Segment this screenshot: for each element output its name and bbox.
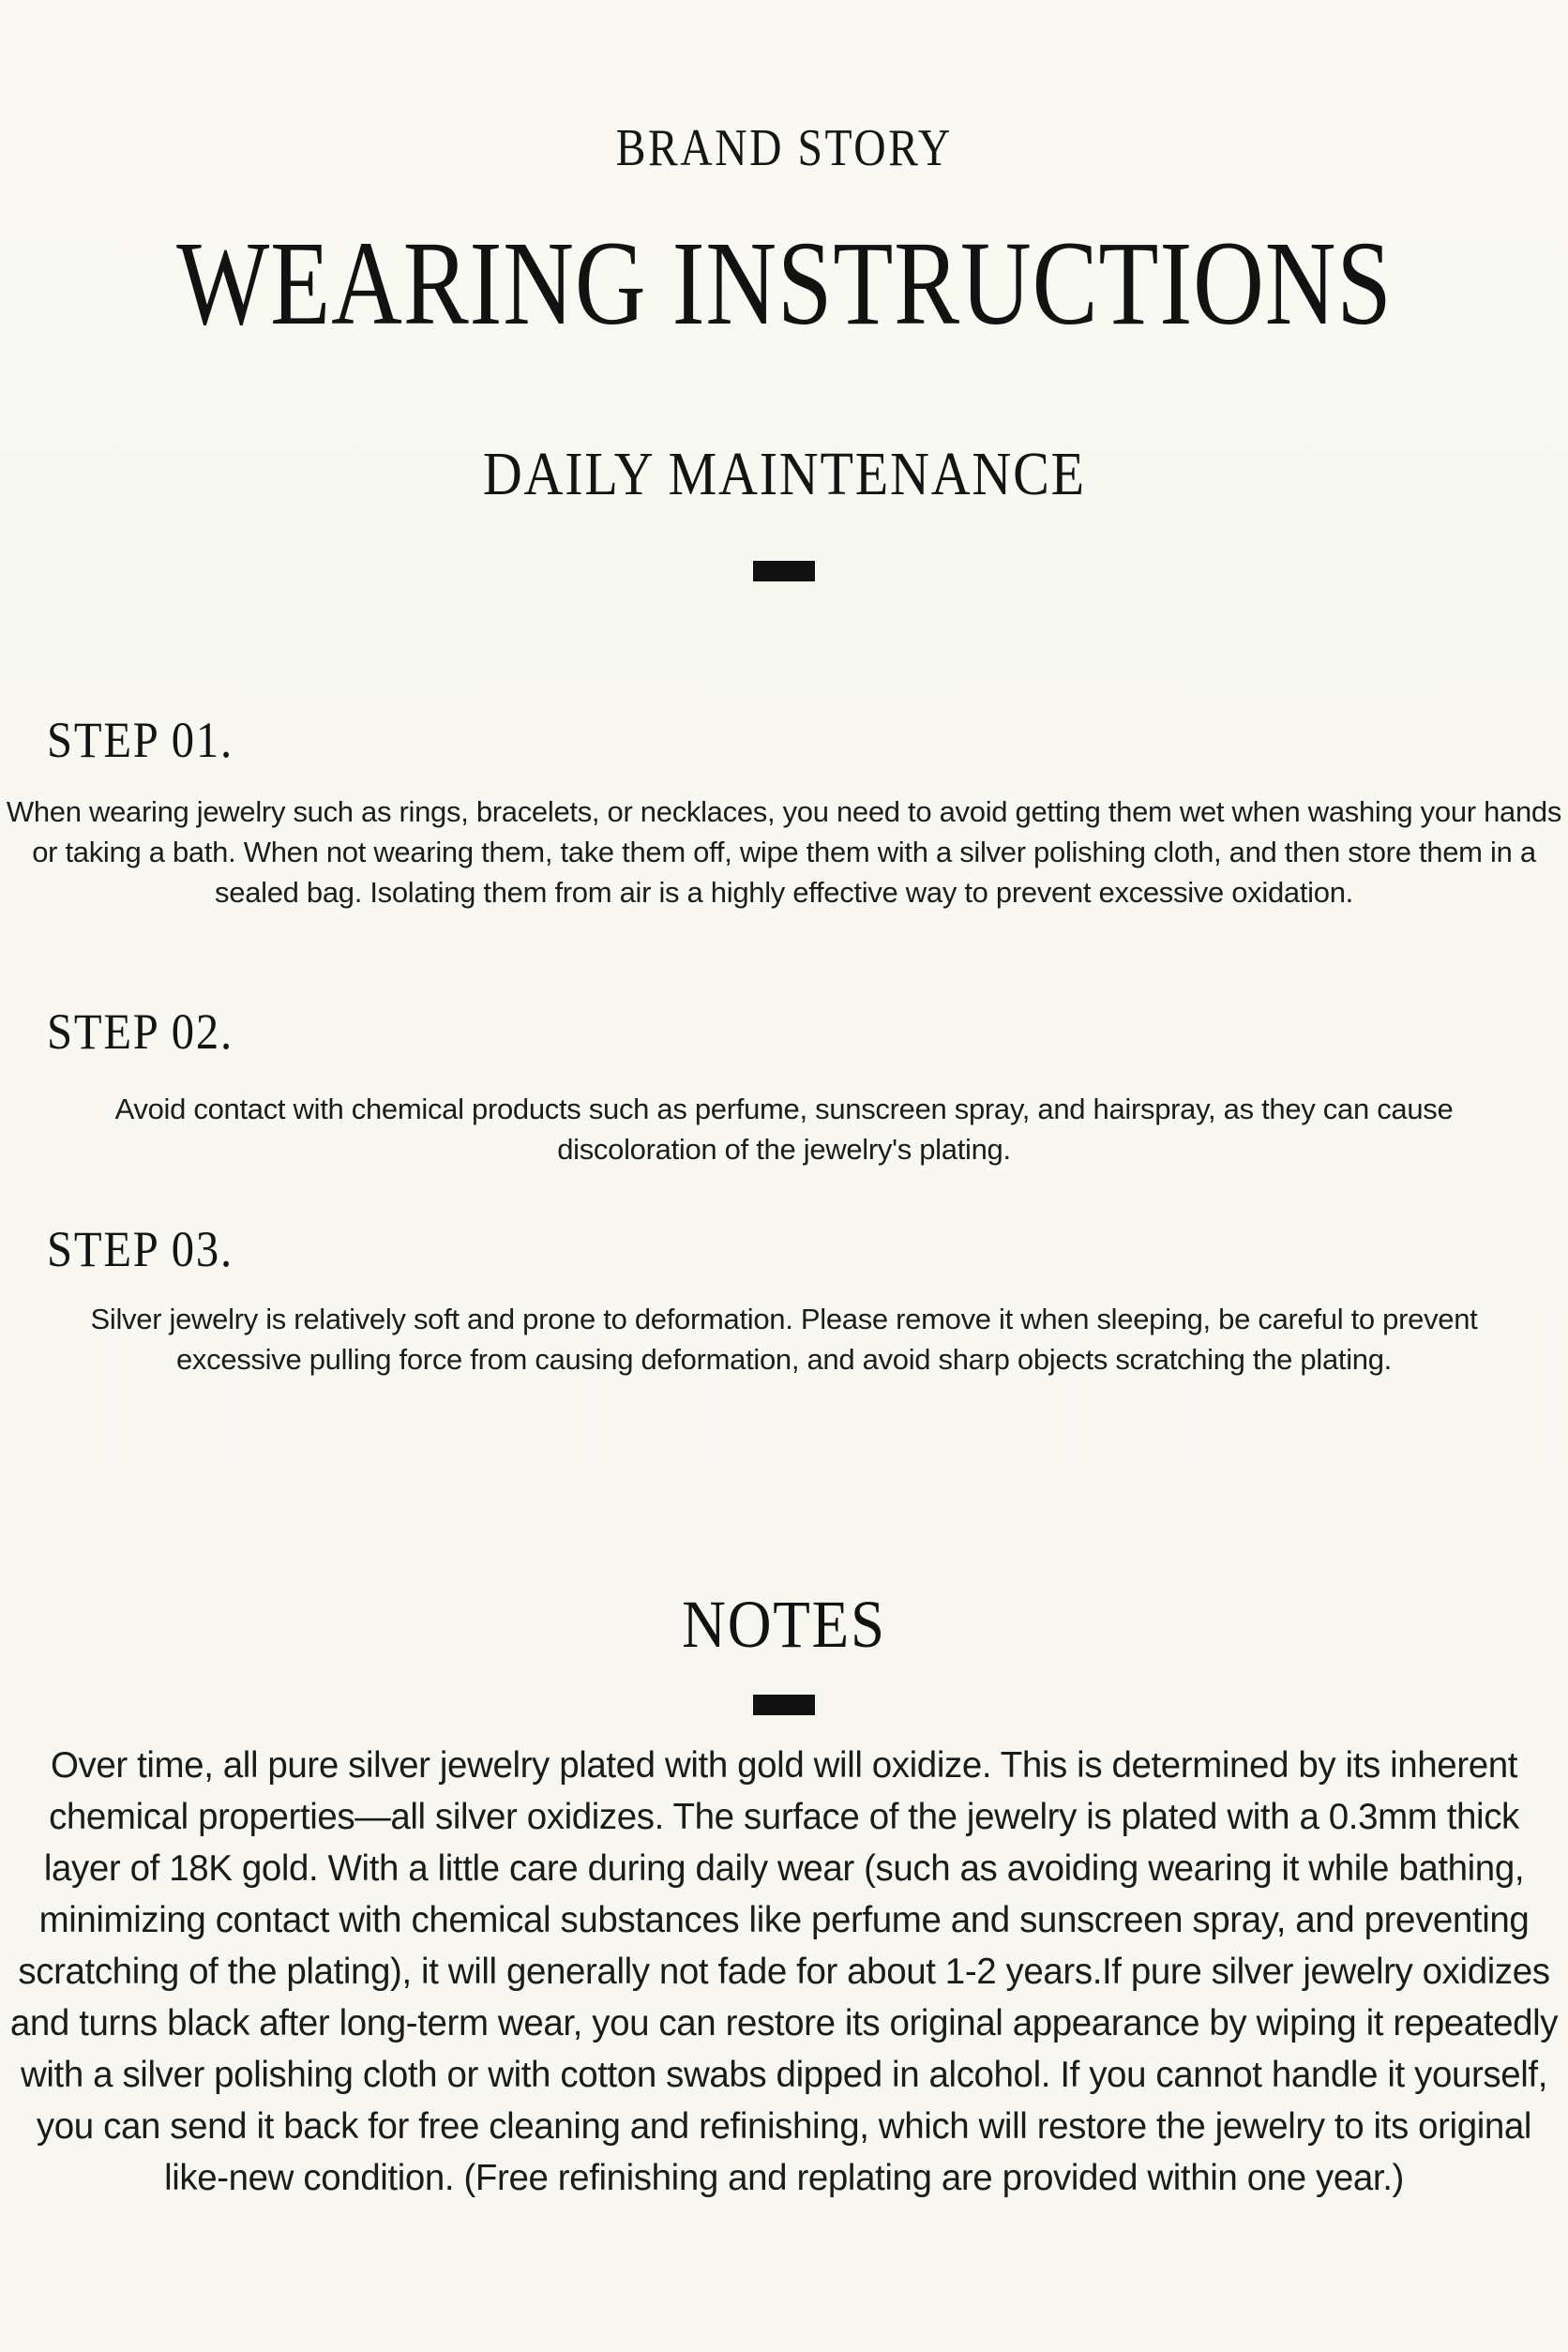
daily-maintenance-heading [0,441,1568,509]
notes-text: Over time, all pure silver jewelry plated with gold will oxidize. This is determined by its inherent chemical properties—all silver oxidizes. The surface of the jewelry is plated with a 0.3mm thick layer of 18K gold. With a little care during daily wear (such as avoiding wearing it while bathing, minimizing contact with chemical substances like perfume and sunscreen spray, and preventing scratching of the plating), it will generally not fade for about 1-2 years.If pure silver jewelry oxidizes and turns black after long-term wear, you can restore its original appearance by wiping it repeatedly with a silver polishing cloth or with cotton swabs dipped in alcohol. If you cannot handle it yourself, you can send it back for free cleaning and refinishing, which will restore the jewelry to its original like-new condition. (Free refinishing and replating are provided within one year.) [9,1744,1559,2198]
section-divider [753,561,815,581]
notes-divider [753,1695,815,1715]
brand-story-eyebrow [0,120,1568,178]
step-3-label [47,1220,1568,1278]
step-2-text: Avoid contact with chemical products such as perfume, sunscreen spray, and hairspray, as they can cause discoloration of the jewelry's plating. [114,1093,1454,1167]
daily-maintenance-heading-text: DAILY MAINTENANCE [482,439,1086,508]
page-title [0,216,1568,350]
step-1-label [47,711,1568,769]
step-1-label-text: STEP 01. [47,712,234,769]
notes-heading [0,1588,1568,1662]
step-3-label-text: STEP 03. [47,1221,234,1278]
step-2-label [47,1003,1568,1061]
brand-story-label: BRAND STORY [615,119,953,177]
step-1-text: When wearing jewelry such as rings, bracelets, or necklaces, you need to avoid getting them wet when washing your hands or taking a bath. When not wearing them, take them off, wipe them with a silver polishing cloth, and then store them in a sealed bag. Isolating them from air is a highly effective way to prevent excessive oxidation. [6,795,1562,910]
notes-heading-text: NOTES [682,1587,886,1663]
page-title-text: WEARING INSTRUCTIONS [175,216,1393,350]
step-3-text: Silver jewelry is relatively soft and prone to deformation. Please remove it when sleeping, be careful to prevent excessive pulling force from causing deformation, and avoid sharp objects scratching the plating. [90,1303,1478,1377]
step-2-label-text: STEP 02. [47,1003,234,1061]
